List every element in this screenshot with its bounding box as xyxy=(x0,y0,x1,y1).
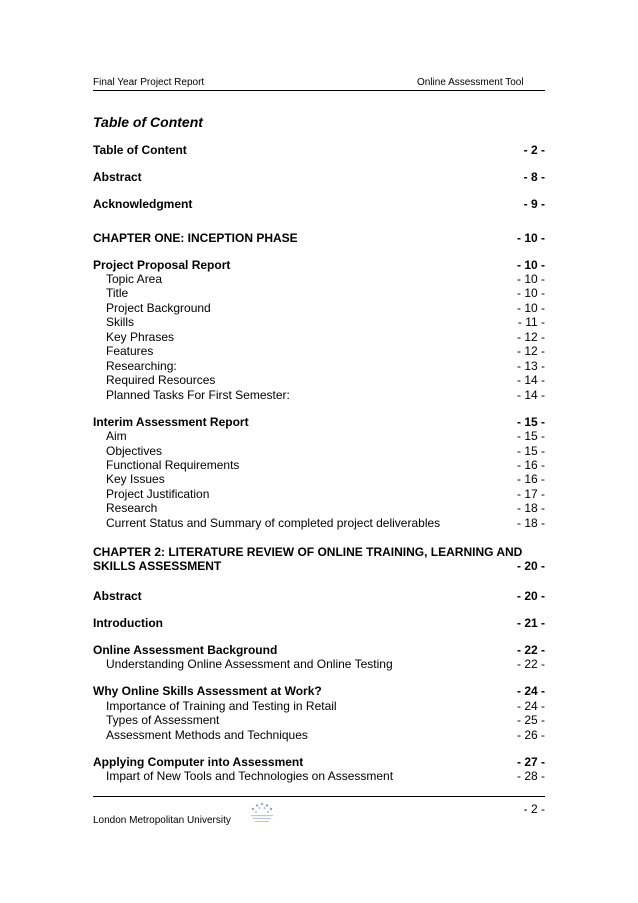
toc-entry-page: - 20 - xyxy=(516,559,545,573)
toc-entry xyxy=(93,699,545,713)
toc-heading: Table of Content xyxy=(93,114,203,130)
toc-entry-page: - 8 - xyxy=(523,170,545,184)
toc-entry xyxy=(93,301,545,315)
toc-entry-page: - 28 - xyxy=(516,769,545,783)
page-header xyxy=(93,77,545,91)
toc-entry-label: Current Status and Summary of completed project deliverables xyxy=(106,516,441,530)
toc-entry xyxy=(93,272,545,286)
toc-entry xyxy=(93,373,545,387)
toc-entry xyxy=(93,388,545,402)
toc-entry xyxy=(93,728,545,742)
toc-entry xyxy=(93,616,545,630)
toc-entry xyxy=(93,170,545,184)
toc-entry-page: - 24 - xyxy=(516,699,545,713)
toc-entry-label: Online Assessment Background xyxy=(93,643,278,657)
toc-entry xyxy=(93,657,545,671)
toc-entry xyxy=(93,545,545,573)
toc-entry-label: Table of Content xyxy=(93,143,187,157)
toc-entry-page: - 26 - xyxy=(516,728,545,742)
toc-entry-page: - 12 - xyxy=(516,330,545,344)
toc-entry-label: Impart of New Tools and Technologies on Assessment xyxy=(106,769,394,783)
header-left-text: Final Year Project Report xyxy=(93,77,205,88)
toc-entry-label: Required Resources xyxy=(106,373,216,387)
toc-entry-page: - 18 - xyxy=(516,501,545,515)
university-logo-icon xyxy=(247,800,277,830)
toc-entry-label: Abstract xyxy=(93,170,142,184)
toc-entry-label: Types of Assessment xyxy=(106,713,220,727)
toc-entry-label: Understanding Online Assessment and Online Testing xyxy=(106,657,393,671)
toc-entry-label: Project Proposal Report xyxy=(93,258,231,272)
toc-entry-page: - 15 - xyxy=(516,444,545,458)
toc-entry xyxy=(93,769,545,783)
toc-entry xyxy=(93,472,545,486)
toc-entry-page: - 17 - xyxy=(516,487,545,501)
toc-entry-page: - 10 - xyxy=(516,301,545,315)
toc-entry-page: - 13 - xyxy=(516,359,545,373)
toc-entry xyxy=(93,359,545,373)
toc-entry-page: - 25 - xyxy=(516,713,545,727)
toc-entry-page: - 15 - xyxy=(516,415,545,429)
toc-entry-page: - 10 - xyxy=(516,258,545,272)
toc-entry-label: Key Issues xyxy=(106,472,165,486)
toc-entry-label: Abstract xyxy=(93,589,142,603)
toc-entry xyxy=(93,458,545,472)
toc-entry-label: Project Justification xyxy=(106,487,210,501)
toc-entry-label: Interim Assessment Report xyxy=(93,415,249,429)
toc-entry xyxy=(93,589,545,603)
toc-entry-label: Project Background xyxy=(106,301,211,315)
footer-university: London Metropolitan University xyxy=(93,815,231,826)
toc-entry-label: Features xyxy=(106,344,154,358)
toc-entry xyxy=(93,516,545,530)
toc-entry-page: - 10 - xyxy=(516,286,545,300)
toc-entry xyxy=(93,286,545,300)
toc-entry xyxy=(93,487,545,501)
toc-entry-label: Topic Area xyxy=(106,272,163,286)
toc-entry-page: - 9 - xyxy=(523,197,545,211)
footer-divider xyxy=(93,796,545,797)
toc-entry-label: Importance of Training and Testing in Retail xyxy=(106,699,337,713)
toc-entry-label: Assessment Methods and Techniques xyxy=(106,728,308,742)
toc-entry-label: Why Online Skills Assessment at Work? xyxy=(93,684,322,698)
toc-entry-label: Key Phrases xyxy=(106,330,175,344)
toc-entry-label: Acknowledgment xyxy=(93,197,193,211)
toc-entry xyxy=(93,330,545,344)
toc-entry-label: Planned Tasks For First Semester: xyxy=(106,388,290,402)
toc-entry-page: - 21 - xyxy=(516,616,545,630)
toc-entry-label: Skills xyxy=(106,315,135,329)
footer-page-number: - 2 - xyxy=(523,802,545,816)
toc-entry xyxy=(93,643,545,657)
toc-entry-page: - 22 - xyxy=(516,657,545,671)
toc-entry xyxy=(93,755,545,769)
toc-entry-page: - 16 - xyxy=(516,472,545,486)
toc-entry xyxy=(93,344,545,358)
toc-entry-label: Researching: xyxy=(106,359,177,373)
toc-entry xyxy=(93,684,545,698)
toc-entry xyxy=(93,444,545,458)
toc-entry-page: - 18 - xyxy=(516,516,545,530)
toc-entry-label: Aim xyxy=(106,429,127,443)
toc-entry-page: - 27 - xyxy=(516,755,545,769)
toc-entry xyxy=(93,429,545,443)
toc-entry-label: CHAPTER ONE: INCEPTION PHASE xyxy=(93,231,298,245)
toc-entry-page: - 14 - xyxy=(516,388,545,402)
toc-entry-label: Research xyxy=(106,501,158,515)
toc-entry-page: - 10 - xyxy=(516,231,545,245)
toc-entry-page: - 12 - xyxy=(516,344,545,358)
toc-entry xyxy=(93,415,545,429)
toc-entry-page: - 15 - xyxy=(516,429,545,443)
toc-entry xyxy=(93,713,545,727)
toc-entry xyxy=(93,258,545,272)
toc-entry xyxy=(93,143,545,157)
toc-entry xyxy=(93,231,545,245)
toc-entry xyxy=(93,501,545,515)
toc-entry-page: - 11 - xyxy=(517,315,545,329)
toc-entry-label: Functional Requirements xyxy=(106,458,240,472)
toc-entry-page: - 10 - xyxy=(516,272,545,286)
toc-entry-label: CHAPTER 2: LITERATURE REVIEW OF ONLINE TRAINING, LEARNING AND SKILLS ASSESSMENT xyxy=(93,545,523,573)
toc-entry-page: - 22 - xyxy=(516,643,545,657)
toc-entry-page: - 24 - xyxy=(516,684,545,698)
toc-entry xyxy=(93,315,545,329)
toc-entry-label: Introduction xyxy=(93,616,163,630)
toc-entry-page: - 14 - xyxy=(516,373,545,387)
toc-entry-label: Applying Computer into Assessment xyxy=(93,755,304,769)
header-right-text: Online Assessment Tool xyxy=(417,77,524,88)
toc-entry-page: - 2 - xyxy=(523,143,545,157)
toc-entry-label: Title xyxy=(106,286,129,300)
toc-entry-page: - 16 - xyxy=(516,458,545,472)
toc-entry-page: - 20 - xyxy=(516,589,545,603)
toc-entry-label: Objectives xyxy=(106,444,163,458)
toc-entry xyxy=(93,197,545,211)
